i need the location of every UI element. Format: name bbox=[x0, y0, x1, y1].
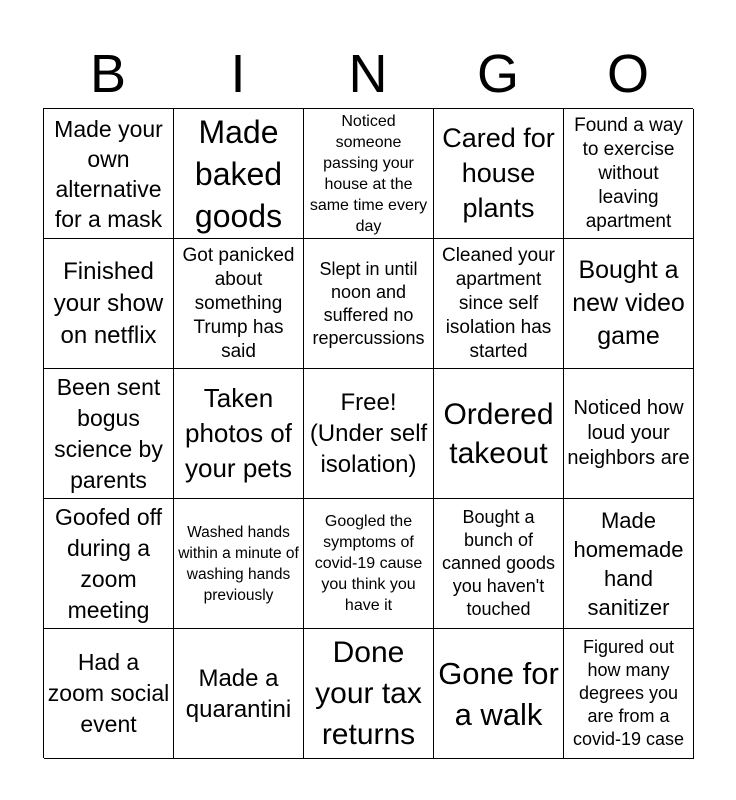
bingo-cell[interactable] bbox=[434, 629, 564, 759]
cell-text: Goofed off during a zoom meeting bbox=[55, 503, 162, 623]
cell-text: Cleaned your apartment since self isolation has started bbox=[441, 244, 556, 362]
header-letter-b: B bbox=[89, 44, 127, 104]
bingo-cell[interactable] bbox=[564, 629, 694, 759]
cell-text: Bought a bunch of canned goods you haven't touched bbox=[441, 507, 556, 619]
bingo-cell[interactable] bbox=[44, 239, 174, 369]
bingo-cell[interactable] bbox=[304, 499, 434, 629]
cell-text: Made homemade hand sanitizer bbox=[573, 507, 684, 620]
bingo-board bbox=[43, 108, 693, 758]
cell-text: Washed hands within a minute of washing hands previously bbox=[178, 523, 299, 604]
cell-text: Finished your show on netflix bbox=[53, 257, 164, 349]
header-letter-i: I bbox=[230, 44, 246, 104]
bingo-cell[interactable] bbox=[434, 369, 564, 499]
bingo-cell[interactable] bbox=[304, 239, 434, 369]
bingo-cell[interactable] bbox=[304, 109, 434, 239]
bingo-cell[interactable] bbox=[304, 629, 434, 759]
cell-text: Been sent bogus science by parents bbox=[54, 373, 163, 493]
cell-text: Made baked goods bbox=[194, 113, 283, 234]
cell-text: Free! (Under self isolation) bbox=[309, 389, 428, 478]
header-letter-o: O bbox=[606, 44, 649, 104]
bingo-cell[interactable] bbox=[434, 499, 564, 629]
header-letter-n: N bbox=[348, 44, 388, 104]
cell-text: Slept in until noon and suffered no repercussions bbox=[312, 258, 425, 348]
bingo-cell[interactable] bbox=[304, 369, 434, 499]
bingo-cell[interactable] bbox=[174, 239, 304, 369]
bingo-cell[interactable] bbox=[174, 629, 304, 759]
cell-text: Taken photos of your pets bbox=[185, 383, 292, 483]
cell-text: Noticed someone passing your house at the same time every day bbox=[309, 112, 428, 235]
cell-text: Figured out how many degrees you are from a covid-19 case bbox=[572, 637, 685, 749]
bingo-cell[interactable] bbox=[564, 369, 694, 499]
bingo-cell[interactable] bbox=[174, 109, 304, 239]
bingo-cell[interactable] bbox=[174, 499, 304, 629]
cell-text: Noticed how loud your neighbors are bbox=[567, 397, 690, 469]
cell-text: Made your own alternative for a mask bbox=[54, 115, 163, 232]
cell-text: Had a zoom social event bbox=[47, 649, 170, 737]
cell-text: Cared for house plants bbox=[442, 123, 555, 223]
cell-text: Made a quarantini bbox=[185, 664, 292, 723]
bingo-cell[interactable] bbox=[564, 499, 694, 629]
bingo-cell[interactable] bbox=[564, 239, 694, 369]
bingo-cell[interactable] bbox=[174, 369, 304, 499]
bingo-cell[interactable] bbox=[44, 109, 174, 239]
bingo-header bbox=[43, 40, 693, 108]
cell-text: Done your tax returns bbox=[315, 636, 422, 751]
bingo-cell[interactable] bbox=[44, 629, 174, 759]
bingo-cell[interactable] bbox=[434, 109, 564, 239]
cell-text: Got panicked about something Trump has said bbox=[182, 244, 295, 362]
bingo-cell[interactable] bbox=[44, 499, 174, 629]
cell-text: Bought a new video game bbox=[572, 256, 685, 350]
cell-text: Found a way to exercise without leaving apartment bbox=[574, 114, 683, 232]
cell-text: Ordered takeout bbox=[443, 397, 554, 470]
bingo-cell[interactable] bbox=[44, 369, 174, 499]
cell-text: Googled the symptoms of covid-19 cause you think you have it bbox=[314, 513, 423, 614]
cell-text: Gone for a walk bbox=[438, 655, 559, 732]
bingo-cell[interactable] bbox=[564, 109, 694, 239]
header-letter-g: G bbox=[476, 44, 519, 104]
bingo-cell[interactable] bbox=[434, 239, 564, 369]
